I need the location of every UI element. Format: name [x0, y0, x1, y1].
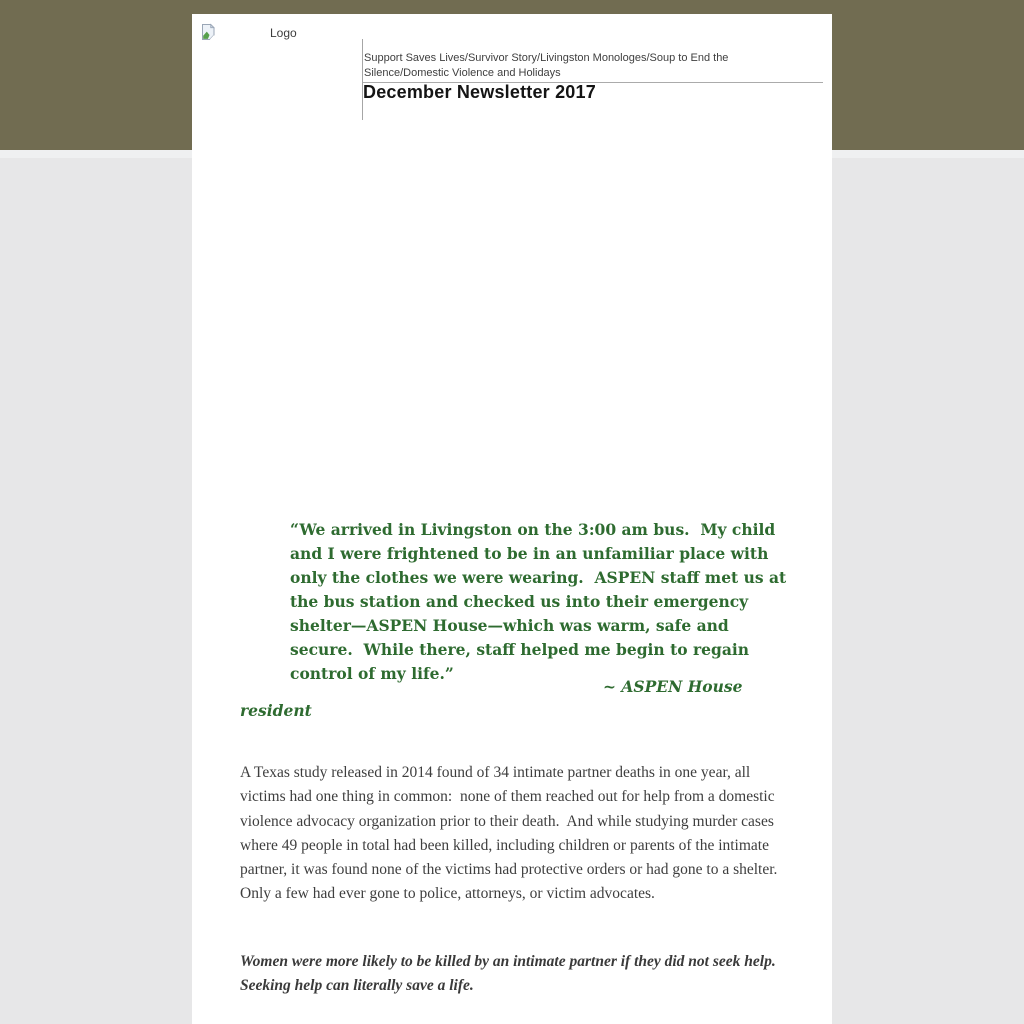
emphasis-paragraph: Women were more likely to be killed by an intimate partner if they did not seek help. Seeking help can literally save a life. [240, 953, 784, 994]
study-paragraph: A Texas study released in 2014 found of 34 intimate partner deaths in one year, all victims had one thing in common: none of them reached out for help from a domestic violence advocacy organization prior to their death. And while studying murder cases where 49 people in total had been killed, including children or parents of the intimate partner, it was found none of the victims had protective orders or had gone to a shelter. Only a few had ever gone to police, attorneys, or victim advocates. [240, 764, 782, 903]
newsletter-card [192, 14, 832, 1024]
quote-attribution [240, 675, 785, 722]
quote-attribution-name: ~ ASPEN House [603, 677, 743, 696]
quote-attribution-resident: resident [240, 700, 312, 720]
survivor-quote: “We arrived in Livingston on the 3:00 am bus. My child and I were frightened to be in an unfamiliar place with only the clothes we were wearing. ASPEN staff met us at the bus station and checked us into their emergency shelter—ASPEN House—which was warm, safe and secure. While there, staff helped me begin to regain control of my life.” [290, 520, 792, 683]
logo-alt-text: Logo [270, 26, 297, 40]
broken-image-icon [201, 23, 216, 41]
preheader-text: Support Saves Lives/Survivor Story/Livingston Monologes/Soup to End the Silence/Domestic Violence and Holidays [364, 52, 732, 80]
newsletter-title: December Newsletter 2017 [363, 82, 596, 102]
